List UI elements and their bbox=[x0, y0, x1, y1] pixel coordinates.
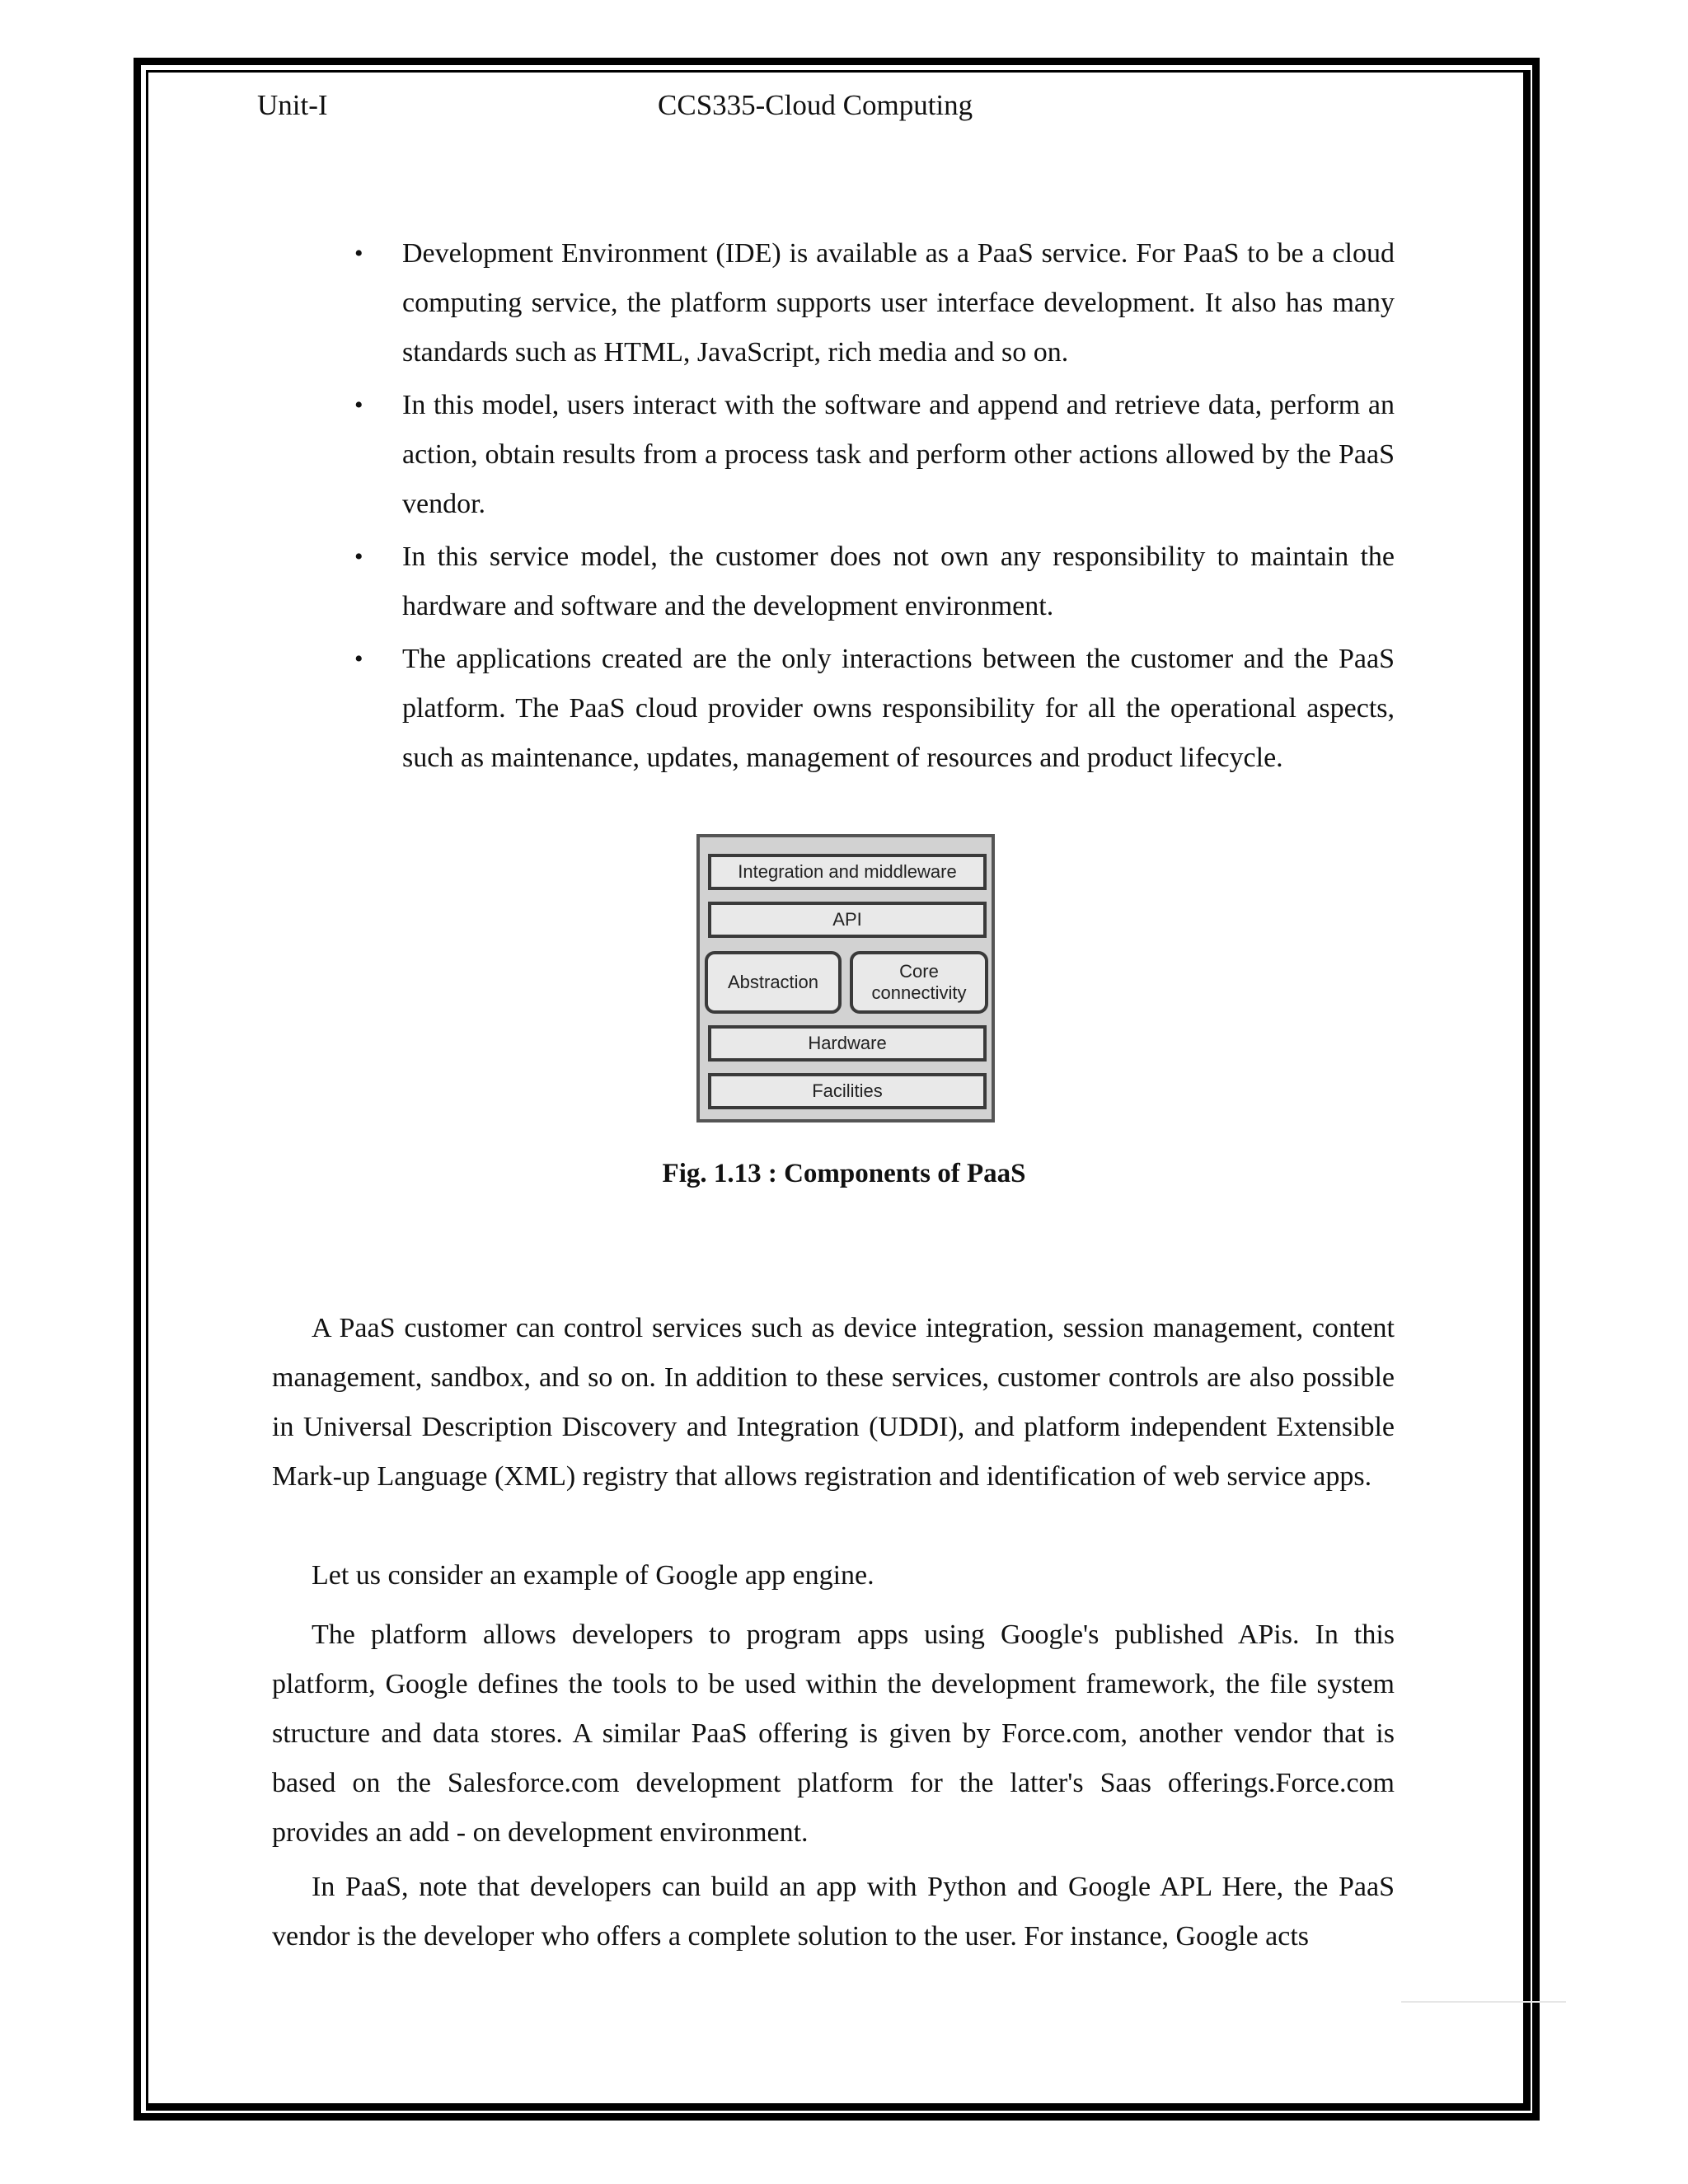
layer-api: API bbox=[708, 902, 987, 938]
bullet-icon: • bbox=[354, 240, 363, 267]
core-line-2: connectivity bbox=[871, 982, 967, 1003]
layer-integration: Integration and middleware bbox=[708, 854, 987, 890]
bullet-text: In this model, users interact with the software and append and retrieve data, perform an action, obtain results from a process task and perform other actions allowed by the PaaS vendor. bbox=[402, 390, 1395, 519]
figure-caption: Fig. 1.13 : Components of PaaS bbox=[662, 1159, 1026, 1188]
bullet-item bbox=[348, 532, 1395, 631]
bullet-item bbox=[348, 635, 1395, 783]
header-course: CCS335-Cloud Computing bbox=[658, 89, 973, 121]
page-border-shadow-right bbox=[1523, 70, 1531, 2111]
bullet-item bbox=[348, 229, 1395, 377]
header-unit: Unit-I bbox=[257, 89, 328, 121]
layer-hardware: Hardware bbox=[708, 1025, 987, 1062]
faint-rule bbox=[1401, 2001, 1566, 2003]
bullet-text: Development Environment (IDE) is available as a PaaS service. For PaaS to be a cloud computing service, the platform supports user interface development. It also has many standards such as HTML, JavaScript, rich media and so on. bbox=[402, 238, 1395, 368]
bullet-icon: • bbox=[354, 543, 363, 570]
layer-abstraction: Abstraction bbox=[705, 951, 842, 1014]
layer-core-connectivity bbox=[850, 951, 988, 1014]
bullet-icon: • bbox=[354, 645, 363, 673]
layer-facilities: Facilities bbox=[708, 1073, 987, 1109]
bullet-list bbox=[348, 229, 1395, 786]
paas-components-diagram bbox=[696, 834, 995, 1122]
paragraph: In PaaS, note that developers can build an app with Python and Google APL Here, the PaaS vendor is the developer who offers a complete solution to the user. For instance, Google acts bbox=[272, 1872, 1395, 1952]
paragraph: Let us consider an example of Google app engine. bbox=[312, 1560, 874, 1591]
paragraph: A PaaS customer can control services such as device integration, session management, content management, sandbox, and so on. In addition to these services, customer controls are also possible in Universal Description Discovery and Integration (UDDI), and platform independent Extensible Mark-up Language (XML) registry that allows registration and identification of web service apps. bbox=[272, 1313, 1395, 1492]
bullet-text: In this service model, the customer does not own any responsibility to maintain the hardware and software and the development environment. bbox=[402, 541, 1395, 621]
paragraph: The platform allows developers to program apps using Google's published APis. In this platform, Google defines the tools to be used within the development framework, the file system structure and data stores. A similar PaaS offering is given by Force.com, another vendor that is based on the Salesforce.com development platform for the latter's Saas offerings.Force.com provides an add - on development environment. bbox=[272, 1619, 1395, 1848]
bullet-item bbox=[348, 381, 1395, 529]
bullet-text: The applications created are the only interactions between the customer and the PaaS platform. The PaaS cloud provider owns responsibility for all the operational aspects, such as maintenance, updates, management of resources and product lifecycle. bbox=[402, 644, 1395, 773]
page-border-shadow-bottom bbox=[146, 2103, 1531, 2111]
bullet-icon: • bbox=[354, 391, 363, 419]
core-line-1: Core bbox=[899, 961, 939, 982]
